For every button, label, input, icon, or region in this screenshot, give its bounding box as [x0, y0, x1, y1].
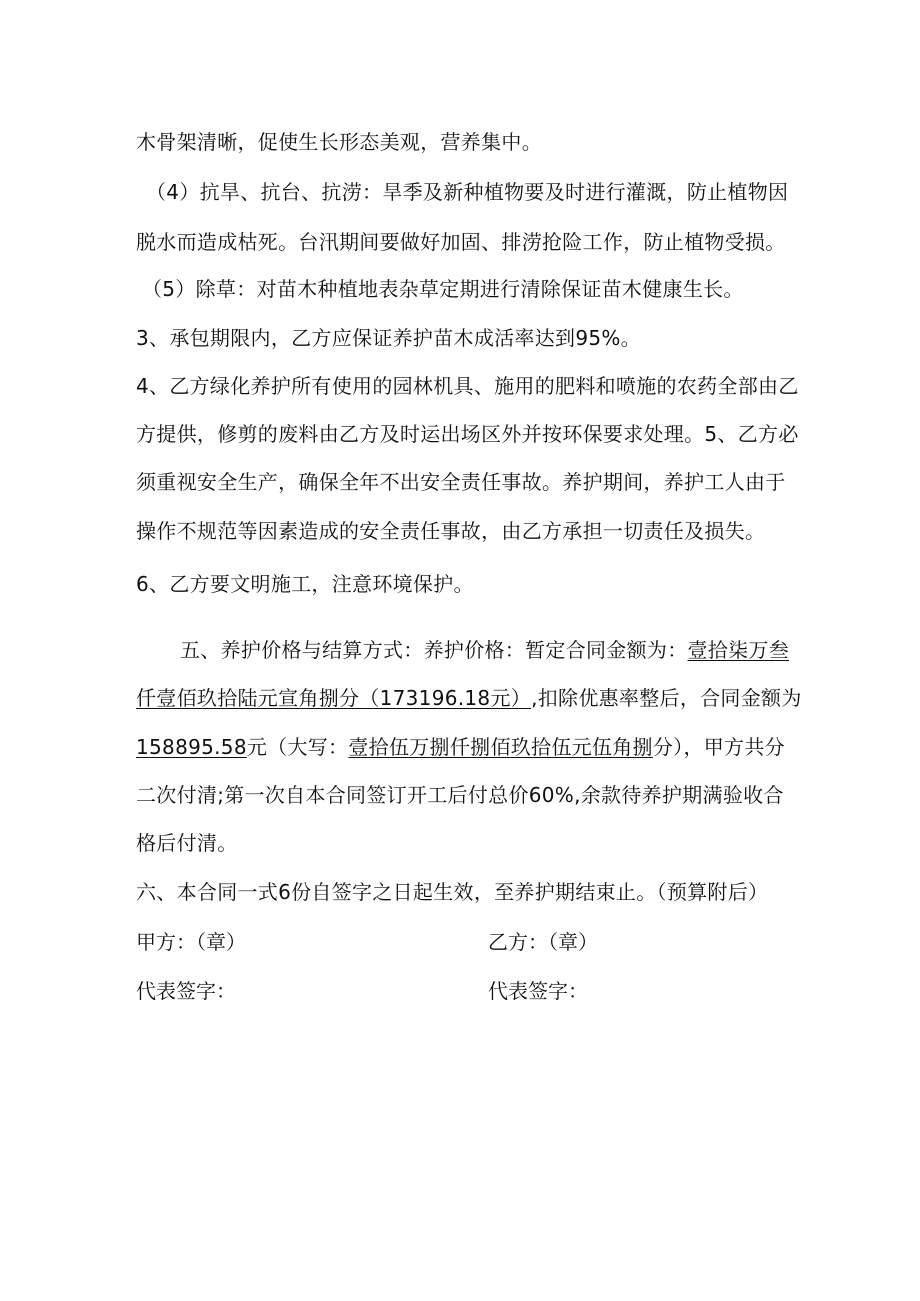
section5-line-5: 格后付清。	[136, 831, 238, 855]
section5-line-2	[136, 684, 802, 712]
text-line-9: 操作不规范等因素造成的安全责任事故，由乙方承担一切责任及损失。	[136, 519, 766, 543]
section5-line-1	[180, 636, 789, 664]
contract-amount: 158895.58	[136, 735, 247, 759]
text-line-7: 方提供，修剪的废料由乙方及时运出场区外并按环保要求处理。5、乙方必	[136, 422, 799, 446]
section5-line2-suffix: ,扣除优惠率整后，合同金额为	[531, 686, 802, 710]
text-line-8: 须重视安全生产，确保全年不出安全责任事故。养护期间，养护工人由于	[136, 470, 786, 494]
text-line-2: （4）抗旱、抗台、抗涝：旱季及新种植物要及时进行灌溉，防止植物因	[146, 180, 789, 204]
section5-line3-suffix: 分），甲方共分	[652, 735, 785, 759]
party-a-signature: 代表签字：	[136, 979, 236, 1003]
contract-amount-words: 壹拾伍万捌仟捌佰玖拾伍元伍角捌	[348, 735, 653, 759]
text-line-3: 脱水而造成枯死。台汛期间要做好加固、排涝抢险工作，防止植物受损。	[136, 230, 786, 254]
amount-words-part1: 壹拾柒万叁	[687, 638, 789, 662]
text-line-4: （5）除草：对苗木种植地表杂草定期进行清除保证苗木健康生长。	[142, 277, 744, 301]
text-line-5: 3、承包期限内，乙方应保证养护苗木成活率达到95%。	[136, 326, 641, 350]
text-line-1: 木骨架清晰，促使生长形态美观，营养集中。	[136, 130, 542, 154]
section5-prefix: 五、养护价格与结算方式：养护价格：暂定合同金额为：	[180, 638, 688, 662]
party-b-label: 乙方：（章）	[488, 930, 598, 954]
section6-line: 六、本合同一式6份自签字之日起生效，至养护期结束止。（预算附后）	[136, 880, 769, 904]
party-a-label: 甲方：（章）	[136, 930, 246, 954]
section5-line-3	[136, 733, 785, 761]
party-b-signature: 代表签字：	[488, 979, 588, 1003]
section5-line-4: 二次付清;第一次自本合同签订开工后付总价60%,余款待养护期满验收合	[136, 783, 784, 807]
text-line-10: 6、乙方要文明施工，注意环境保护。	[136, 572, 474, 596]
section5-line3-mid: 元（大写：	[246, 735, 349, 759]
text-line-6: 4、乙方绿化养护所有使用的园林机具、施用的肥料和喷施的农药全部由乙	[136, 374, 799, 398]
amount-words-part2: 仟壹佰玖拾陆元宣角捌分（173196.18元）	[136, 686, 532, 710]
